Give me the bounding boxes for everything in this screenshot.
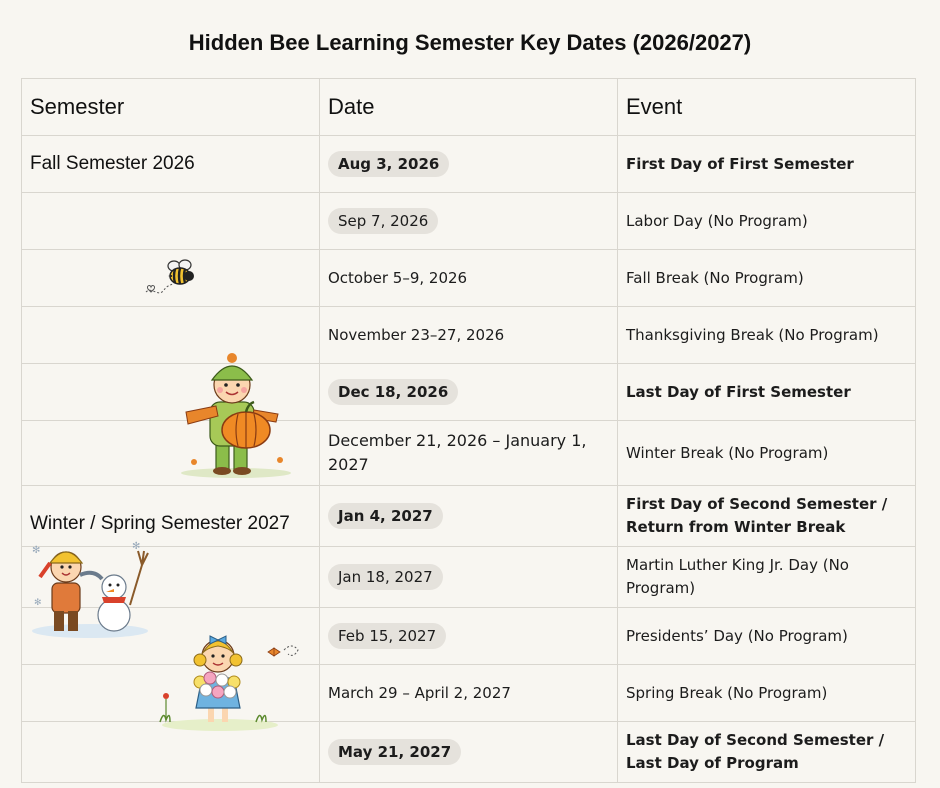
date-pill: Dec 18, 2026 bbox=[328, 379, 458, 405]
child-with-snowman-illustration bbox=[28, 535, 156, 640]
table-row bbox=[22, 307, 916, 364]
column-header-event: Event bbox=[618, 79, 916, 136]
svg-text:✻: ✻ bbox=[32, 545, 41, 556]
event-cell: Labor Day (No Program) bbox=[618, 193, 916, 250]
svg-text:✻: ✻ bbox=[132, 541, 141, 552]
event-cell: First Day of First Semester bbox=[618, 136, 916, 193]
table-header-row bbox=[22, 79, 916, 136]
child-with-pumpkin-illustration bbox=[176, 352, 296, 480]
date-pill: Aug 3, 2026 bbox=[328, 151, 449, 177]
date-cell: November 23–27, 2026 bbox=[320, 307, 618, 364]
table-row bbox=[22, 193, 916, 250]
event-cell: Last Day of First Semester bbox=[618, 364, 916, 421]
date-cell bbox=[320, 364, 618, 421]
svg-text:✻: ✻ bbox=[34, 598, 42, 608]
date-cell bbox=[320, 193, 618, 250]
date-cell: December 21, 2026 – January 1, 2027 bbox=[320, 421, 618, 486]
date-cell bbox=[320, 547, 618, 608]
semester-cell: Winter / Spring Semester 2027 bbox=[22, 486, 320, 547]
semester-cell bbox=[22, 193, 320, 250]
event-cell: First Day of Second Semester / Return from Winter Break bbox=[618, 486, 916, 547]
column-header-semester: Semester bbox=[22, 79, 320, 136]
date-cell bbox=[320, 722, 618, 783]
date-cell bbox=[320, 136, 618, 193]
girl-with-flowers-illustration bbox=[156, 622, 306, 732]
date-pill: Jan 4, 2027 bbox=[328, 503, 443, 529]
date-pill: May 21, 2027 bbox=[328, 739, 461, 765]
date-cell bbox=[320, 608, 618, 665]
event-cell: Thanksgiving Break (No Program) bbox=[618, 307, 916, 364]
bee-icon bbox=[142, 256, 200, 300]
event-cell: Last Day of Second Semester / Last Day of Program bbox=[618, 722, 916, 783]
column-header-date: Date bbox=[320, 79, 618, 136]
table-row bbox=[22, 364, 916, 421]
date-pill: Jan 18, 2027 bbox=[328, 564, 443, 590]
event-cell: Fall Break (No Program) bbox=[618, 250, 916, 307]
date-pill: Sep 7, 2026 bbox=[328, 208, 438, 234]
date-cell: October 5–9, 2026 bbox=[320, 250, 618, 307]
event-cell: Martin Luther King Jr. Day (No Program) bbox=[618, 547, 916, 608]
event-cell: Winter Break (No Program) bbox=[618, 421, 916, 486]
event-cell: Spring Break (No Program) bbox=[618, 665, 916, 722]
table-row bbox=[22, 421, 916, 486]
date-cell bbox=[320, 486, 618, 547]
semester-cell: Fall Semester 2026 bbox=[22, 136, 320, 193]
date-pill: Feb 15, 2027 bbox=[328, 623, 446, 649]
date-cell: March 29 – April 2, 2027 bbox=[320, 665, 618, 722]
page-title: Hidden Bee Learning Semester Key Dates (2026/2027) bbox=[188, 30, 752, 55]
event-cell: Presidents’ Day (No Program) bbox=[618, 608, 916, 665]
table-row bbox=[22, 136, 916, 193]
